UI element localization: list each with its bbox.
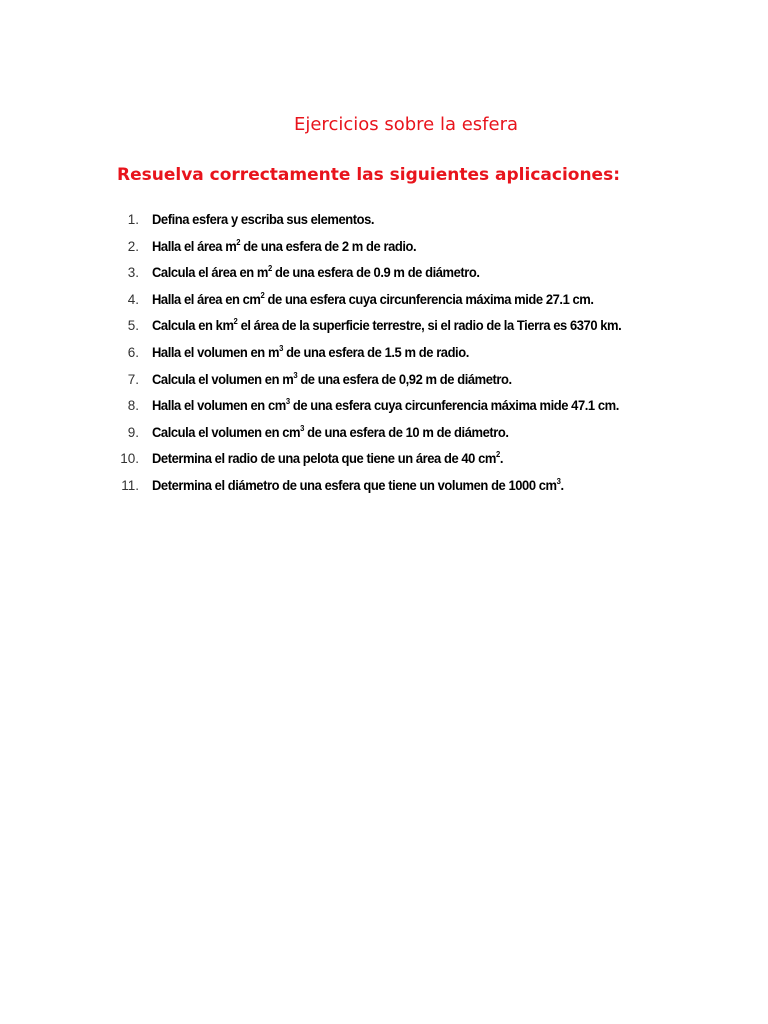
exponent: 2 [260,290,265,300]
exercise-number: 7. [127,371,139,387]
exponent: 2 [233,317,238,327]
exercise-text [152,476,564,496]
exercise-number: 2. [127,238,139,254]
exercise-text-part: el área de la superficie terrestre, si el radio de la Tierra es 6370 km. [237,318,622,334]
exercise-number: 3. [127,265,139,281]
exercise-text-part: de una esfera de 2 m de radio. [240,238,417,254]
document-subtitle: Resuelva correctamente las siguientes aplicaciones: [117,165,621,185]
exponent: 3 [300,423,304,433]
exercise-item [0,449,768,476]
exercise-number: 8. [127,398,139,414]
exercise-number: 1. [127,212,139,227]
exercise-number: 9. [127,424,139,440]
exercise-text-part: de una esfera de 0.9 m de diámetro. [271,265,480,281]
exercise-item [0,476,768,503]
exercise-text-part: Calcula el área en m [152,265,268,281]
document-title: Ejercicios sobre la esfera [293,114,519,135]
exercise-text-part: Halla el área en cm [152,291,261,307]
exercise-text [152,290,594,310]
exercise-text-part: Halla el volumen en m [152,344,280,360]
exercise-number: 6. [127,344,139,360]
exercise-text [152,263,480,283]
exercise-text-part: de una esfera de 1.5 m de radio. [282,344,469,360]
exercise-text [152,343,469,363]
exercise-item [0,343,768,370]
exercise-item [0,263,768,290]
exercise-text [152,423,509,443]
exercise-text [152,370,512,390]
exercise-text-part: . [499,451,504,467]
exponent: 3 [279,343,283,353]
exercise-item [0,210,768,237]
exercise-text-part: Calcula el volumen en m [152,371,294,387]
exercise-text [152,449,503,469]
exercise-number: 5. [127,318,139,334]
exercise-text-part: Calcula el volumen en cm [152,424,301,440]
exercise-item [0,237,768,264]
exercise-text [152,316,621,336]
exercise-text-part: de una esfera de 0,92 m de diámetro. [297,371,512,387]
exponent: 3 [285,397,290,407]
exponent: 3 [556,476,561,486]
exercise-text-part: Defina esfera y escriba sus elementos. [152,212,375,227]
exercise-text-part: Determina el diámetro de una esfera que tiene un volumen de 1000 cm [152,477,557,493]
exercise-text [152,396,619,416]
exercise-item [0,290,768,317]
exercise-number: 4. [127,291,139,307]
exponent: 2 [236,237,241,247]
exercise-text-part: de una esfera de 10 m de diámetro. [303,424,509,440]
exponent: 2 [495,450,500,460]
exponent: 3 [293,370,298,380]
exercise-text [152,210,374,230]
exercise-text-part: de una esfera cuya circunferencia máxima mide 27.1 cm. [264,291,594,307]
exercise-text [152,237,416,257]
exercise-number: 11. [121,477,139,493]
exponent: 2 [267,264,272,274]
exercise-text-part: Halla el volumen en cm [152,398,286,414]
exercise-text-part: Determina el radio de una pelota que tiene un área de 40 cm [152,451,496,467]
exercise-text-part: Calcula en km [152,318,234,334]
exercise-item [0,316,768,343]
exercise-text-part: de una esfera cuya circunferencia máxima mide 47.1 cm. [289,398,619,414]
exercise-list [0,210,768,503]
exercise-text-part: . [560,477,564,493]
exercise-text-part: Halla el área m [152,238,237,254]
exercise-number: 10. [120,451,139,467]
exercise-item [0,423,768,450]
exercise-item [0,396,768,423]
exercise-item [0,370,768,397]
